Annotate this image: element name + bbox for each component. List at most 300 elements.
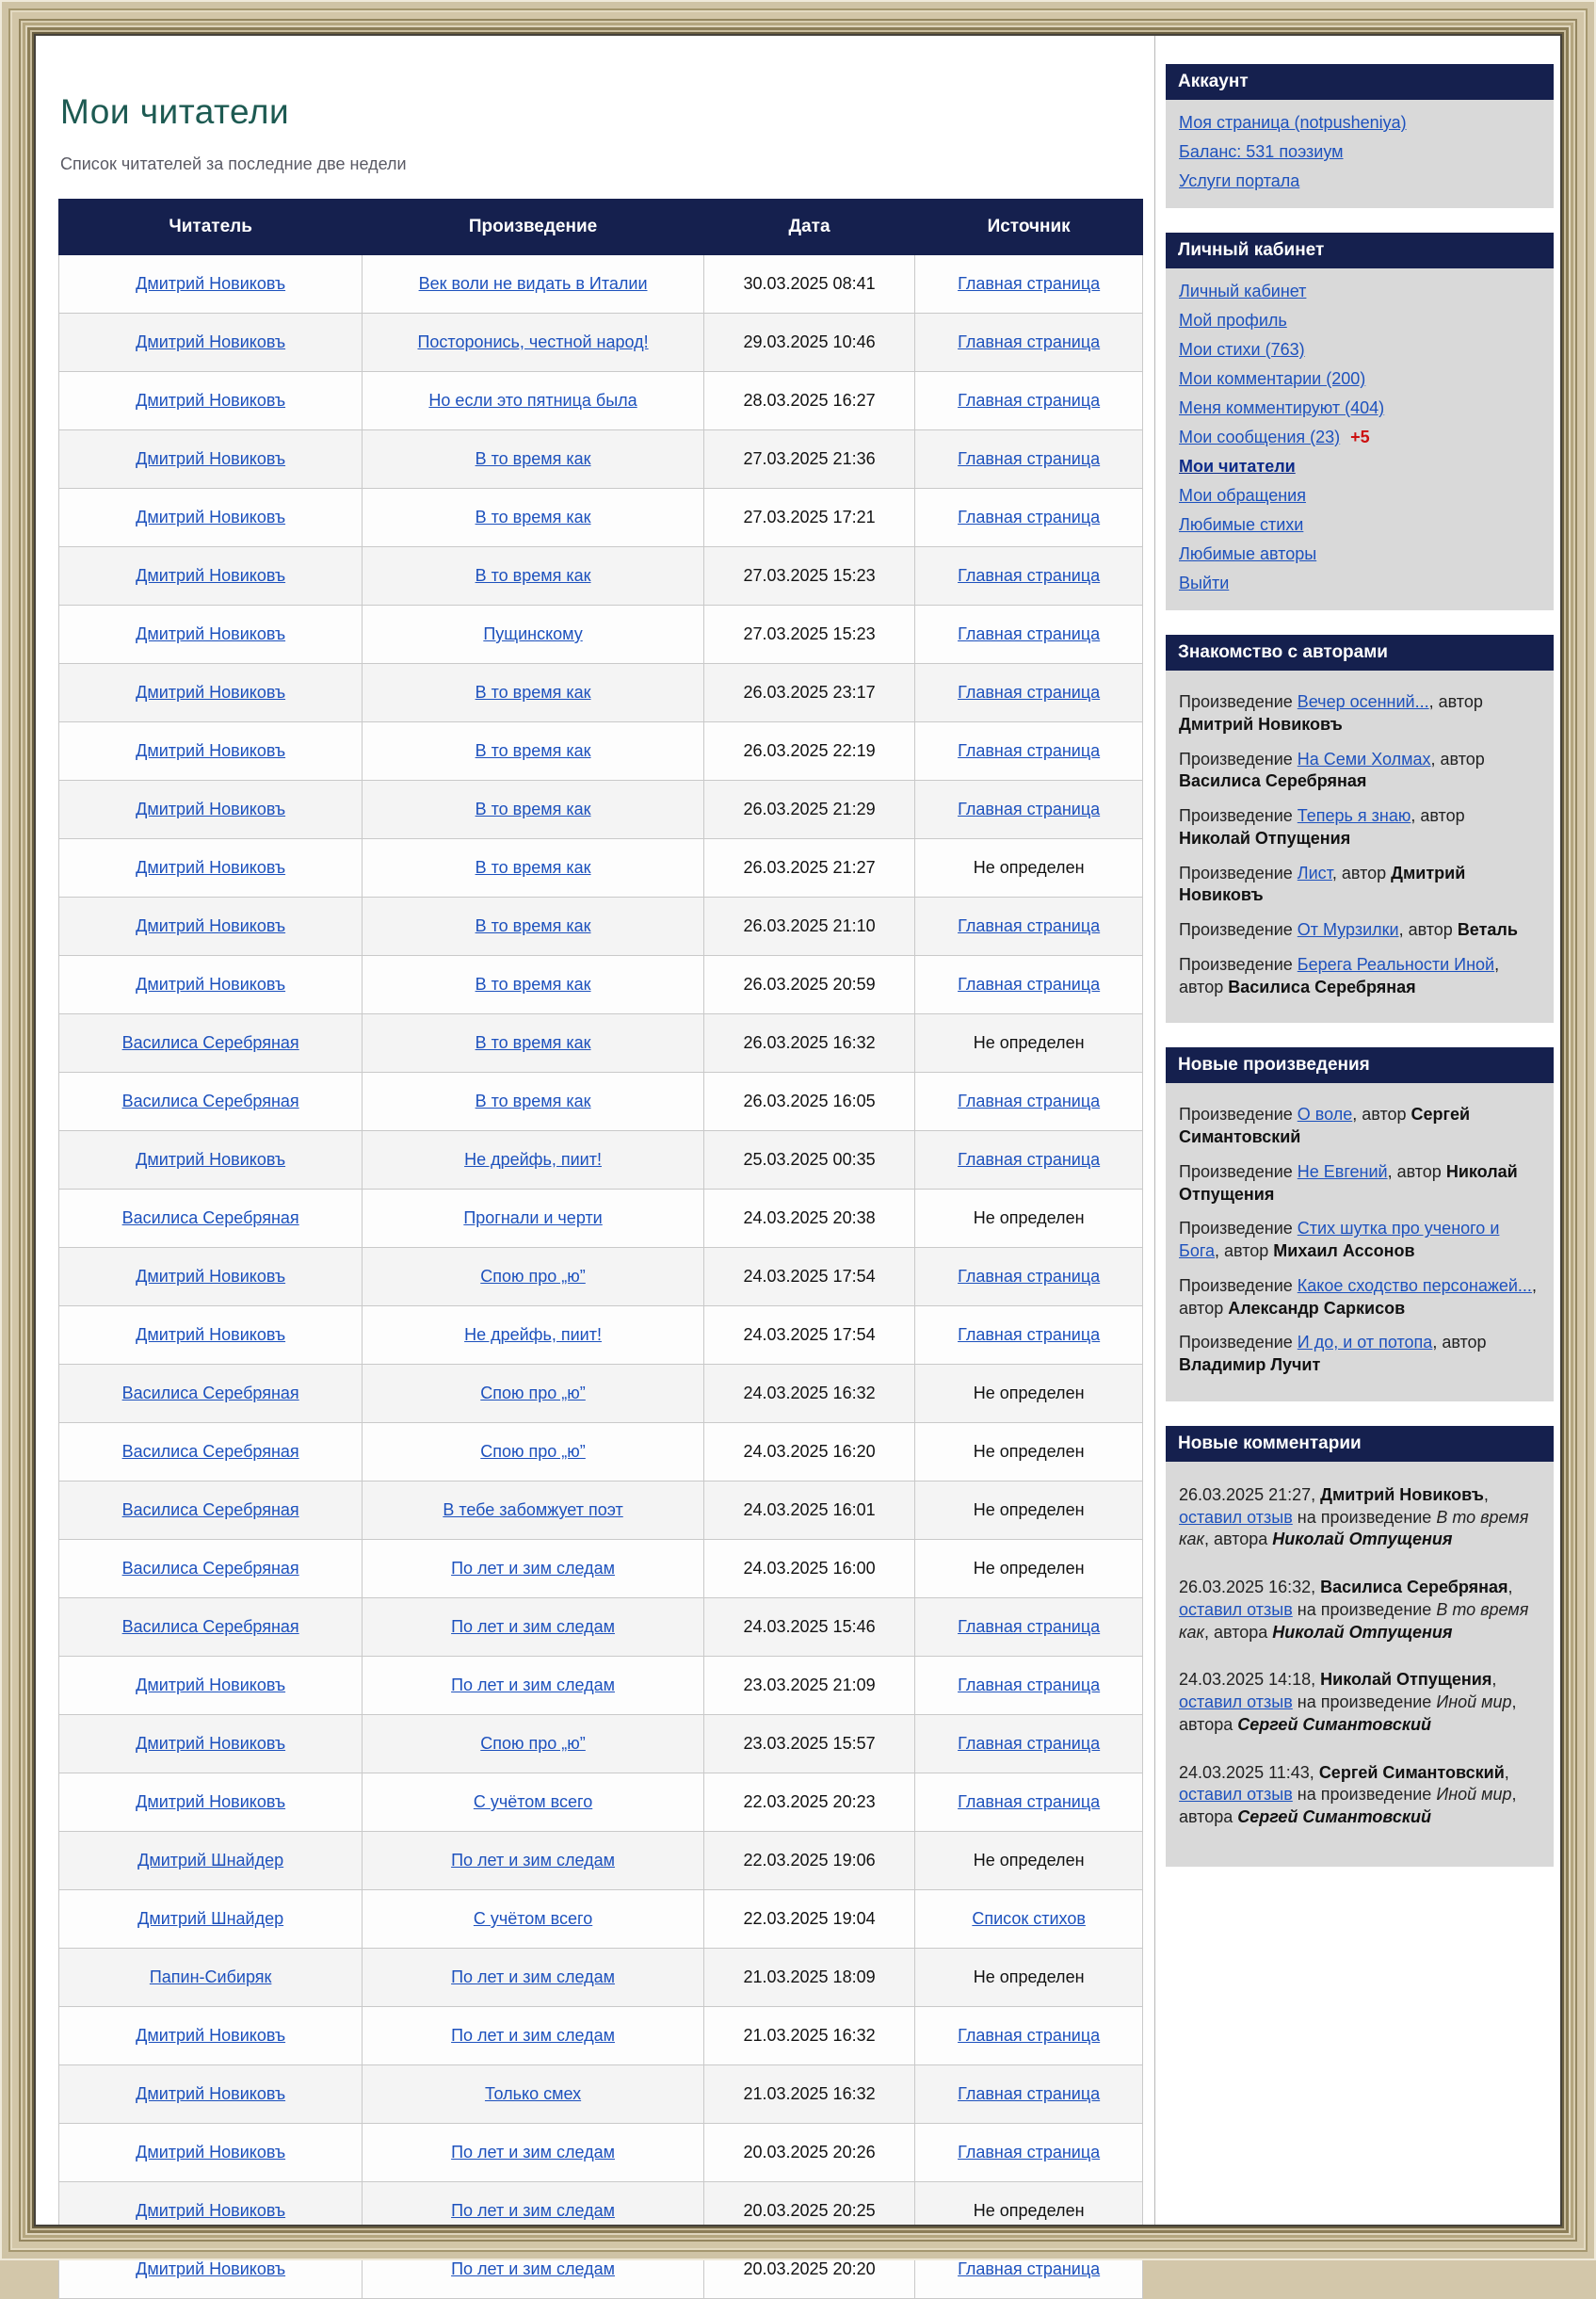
- date-cell: 22.03.2025 20:23: [703, 1773, 914, 1832]
- comment-item: 26.03.2025 21:27, Дмитрий Новиковъ, оставил отзыв на произведение В то время как, автора Николай Отпущения: [1179, 1484, 1529, 1549]
- work-link[interactable]: Пущинскому: [483, 624, 583, 643]
- reader-link[interactable]: Дмитрий Шнайдер: [137, 1909, 284, 1928]
- reader-cell: [59, 547, 363, 606]
- cabinet-item: [1179, 364, 1540, 394]
- work-title-link[interactable]: Вечер осенний...: [1297, 692, 1429, 711]
- cabinet-link[interactable]: Мой профиль: [1179, 311, 1287, 330]
- date-cell: 24.03.2025 16:20: [703, 1423, 914, 1481]
- date-cell: 26.03.2025 16:05: [703, 1073, 914, 1131]
- reader-link[interactable]: Дмитрий Новиковъ: [136, 2084, 286, 2103]
- source-link[interactable]: Главная страница: [958, 566, 1101, 585]
- work-link[interactable]: Не дрейфь, пиит!: [464, 1325, 602, 1344]
- table-row: [59, 2241, 1143, 2299]
- table-row: [59, 839, 1143, 898]
- comment-work: Иной мир: [1436, 1692, 1512, 1711]
- source-link[interactable]: Главная страница: [958, 1676, 1101, 1694]
- cabinet-item: [1179, 510, 1540, 540]
- cabinet-link[interactable]: Мои обращения: [1179, 486, 1306, 505]
- table-row: [59, 664, 1143, 722]
- work-link[interactable]: В то время как: [475, 566, 591, 585]
- work-cell: [363, 430, 704, 489]
- source-cell: [915, 2007, 1143, 2065]
- col-header-date: Дата: [703, 200, 914, 255]
- source-link[interactable]: Главная страница: [958, 1092, 1101, 1110]
- table-row: [59, 430, 1143, 489]
- new-messages-badge: +5: [1346, 428, 1370, 446]
- work-link[interactable]: Спою про „ю”: [480, 1384, 586, 1402]
- comment-review-link[interactable]: оставил отзыв: [1179, 1507, 1293, 1527]
- work-link[interactable]: В то время как: [475, 975, 591, 994]
- work-cell: [363, 1715, 704, 1773]
- comment-reader: Сергей Симантовский: [1318, 1762, 1505, 1782]
- comment-work: Иной мир: [1436, 1785, 1512, 1805]
- reader-link[interactable]: Дмитрий Новиковъ: [136, 975, 286, 994]
- date-cell: 27.03.2025 15:23: [703, 606, 914, 664]
- work-link[interactable]: Посторонись, честной народ!: [417, 332, 649, 351]
- source-link[interactable]: Главная страница: [958, 2143, 1101, 2161]
- reader-link[interactable]: Дмитрий Новиковъ: [136, 800, 286, 818]
- comment-review-link[interactable]: оставил отзыв: [1179, 1599, 1293, 1619]
- cabinet-link[interactable]: Мои стихи (763): [1179, 340, 1305, 359]
- work-cell: [363, 2182, 704, 2241]
- source-cell: [915, 1190, 1143, 1248]
- work-title-link[interactable]: О воле: [1297, 1105, 1353, 1125]
- reader-cell: [59, 1540, 363, 1598]
- comment-author-name: Сергей Симантовский: [1237, 1807, 1431, 1826]
- date-cell: 27.03.2025 15:23: [703, 547, 914, 606]
- source-link[interactable]: Главная страница: [958, 916, 1101, 935]
- work-link[interactable]: В то время как: [475, 508, 591, 526]
- reader-link[interactable]: Дмитрий Новиковъ: [136, 741, 286, 760]
- reader-link[interactable]: Дмитрий Новиковъ: [136, 624, 286, 643]
- reader-cell: [59, 2124, 363, 2182]
- source-cell: [915, 1306, 1143, 1365]
- table-row: [59, 547, 1143, 606]
- table-row: [59, 255, 1143, 314]
- reader-link[interactable]: Дмитрий Новиковъ: [136, 2026, 286, 2045]
- source-cell: [915, 314, 1143, 372]
- work-link[interactable]: С учётом всего: [473, 1792, 593, 1811]
- source-cell: [915, 430, 1143, 489]
- work-author: Владимир Лучит: [1179, 1355, 1321, 1374]
- reader-cell: [59, 314, 363, 372]
- comment-review-link[interactable]: оставил отзыв: [1179, 1692, 1293, 1711]
- source-link[interactable]: Главная страница: [958, 1325, 1101, 1344]
- cabinet-link[interactable]: Любимые авторы: [1179, 544, 1317, 563]
- cabinet-link[interactable]: Мои сообщения (23): [1179, 428, 1341, 446]
- table-row: [59, 314, 1143, 372]
- work-cell: [363, 839, 704, 898]
- work-link[interactable]: По лет и зим следам: [451, 2026, 615, 2045]
- panel-new-comments-body: [1166, 1462, 1554, 1867]
- work-link[interactable]: В то время как: [475, 1092, 591, 1110]
- reader-cell: [59, 489, 363, 547]
- source-link[interactable]: Главная страница: [958, 975, 1101, 994]
- reader-cell: [59, 1598, 363, 1657]
- reader-link[interactable]: Дмитрий Новиковъ: [136, 2143, 286, 2161]
- account-link[interactable]: Баланс: 531 поэзиум: [1179, 142, 1344, 161]
- source-link[interactable]: Главная страница: [958, 391, 1101, 410]
- table-row: [59, 1248, 1143, 1306]
- reader-link[interactable]: Василиса Серебряная: [121, 1384, 299, 1402]
- work-link[interactable]: Спою про „ю”: [480, 1267, 586, 1286]
- table-row: [59, 2007, 1143, 2065]
- cabinet-item: [1179, 569, 1540, 598]
- reader-link[interactable]: Дмитрий Новиковъ: [136, 449, 286, 468]
- source-text: Не определен: [973, 1033, 1085, 1052]
- source-link[interactable]: Главная страница: [958, 274, 1101, 293]
- reader-link[interactable]: Дмитрий Новиковъ: [136, 391, 286, 410]
- work-cell: [363, 1190, 704, 1248]
- work-cell: [363, 1131, 704, 1190]
- reader-link[interactable]: Дмитрий Новиковъ: [136, 1676, 286, 1694]
- panel-authors-title: Знакомство с авторами: [1166, 635, 1554, 671]
- cabinet-link[interactable]: Любимые стихи: [1179, 515, 1304, 534]
- work-link[interactable]: По лет и зим следам: [451, 1617, 615, 1636]
- table-row: [59, 1190, 1143, 1248]
- source-link[interactable]: Главная страница: [958, 449, 1101, 468]
- table-row: [59, 372, 1143, 430]
- source-link[interactable]: Главная страница: [958, 1792, 1101, 1811]
- work-cell: [363, 255, 704, 314]
- work-link[interactable]: В то время как: [475, 1033, 591, 1052]
- reader-cell: [59, 1365, 363, 1423]
- work-cell: [363, 372, 704, 430]
- work-title-link[interactable]: От Мурзилки: [1297, 920, 1399, 939]
- work-author: Михаил Ассонов: [1273, 1241, 1415, 1260]
- work-link[interactable]: В то время как: [475, 800, 591, 818]
- work-title-link[interactable]: Берега Реальности Иной: [1297, 954, 1495, 974]
- work-item: Произведение От Мурзилки, автор Веталь: [1179, 920, 1518, 939]
- work-link[interactable]: Не дрейфь, пиит!: [464, 1150, 602, 1169]
- reader-link[interactable]: Дмитрий Новиковъ: [136, 2201, 286, 2220]
- work-link[interactable]: Спою про „ю”: [480, 1442, 586, 1461]
- work-cell: [363, 1306, 704, 1365]
- date-cell: 24.03.2025 16:32: [703, 1365, 914, 1423]
- cabinet-item: [1179, 306, 1540, 335]
- date-cell: 20.03.2025 20:26: [703, 2124, 914, 2182]
- work-cell: [363, 1423, 704, 1481]
- cabinet-item: [1179, 452, 1540, 481]
- reader-link[interactable]: Василиса Серебряная: [121, 1208, 299, 1227]
- source-link[interactable]: Главная страница: [958, 1734, 1101, 1753]
- cabinet-link[interactable]: Меня комментируют (404): [1179, 398, 1385, 417]
- source-text: Не определен: [973, 858, 1085, 877]
- source-link[interactable]: Главная страница: [958, 2259, 1101, 2278]
- reader-link[interactable]: Василиса Серебряная: [121, 1033, 299, 1052]
- work-cell: [363, 956, 704, 1014]
- source-cell: [915, 1248, 1143, 1306]
- reader-link[interactable]: Дмитрий Новиковъ: [136, 683, 286, 702]
- work-cell: [363, 1540, 704, 1598]
- panel-new-works-title: Новые произведения: [1166, 1047, 1554, 1083]
- work-cell: [363, 722, 704, 781]
- work-cell: [363, 664, 704, 722]
- page-content: [36, 36, 1560, 2278]
- table-row: [59, 1949, 1143, 2007]
- table-row: [59, 1540, 1143, 1598]
- reader-link[interactable]: Дмитрий Новиковъ: [136, 1267, 286, 1286]
- reader-link[interactable]: Дмитрий Шнайдер: [137, 1851, 284, 1870]
- work-link[interactable]: По лет и зим следам: [451, 1559, 615, 1578]
- work-author: Василиса Серебряная: [1228, 977, 1416, 996]
- main-content: [58, 36, 1147, 2299]
- reader-link[interactable]: Василиса Серебряная: [121, 1500, 299, 1519]
- comment-work: В то время как: [1179, 1507, 1529, 1549]
- reader-link[interactable]: Василиса Серебряная: [121, 1559, 299, 1578]
- date-cell: 24.03.2025 17:54: [703, 1306, 914, 1365]
- reader-cell: [59, 839, 363, 898]
- comment-author-name: Сергей Симантовский: [1237, 1714, 1431, 1734]
- source-link[interactable]: Главная страница: [958, 800, 1101, 818]
- work-link[interactable]: С учётом всего: [473, 1909, 593, 1928]
- reader-cell: [59, 781, 363, 839]
- reader-link[interactable]: Дмитрий Новиковъ: [136, 508, 286, 526]
- reader-cell: [59, 372, 363, 430]
- work-cell: [363, 1832, 704, 1890]
- reader-link[interactable]: Дмитрий Новиковъ: [136, 274, 286, 293]
- source-link[interactable]: Главная страница: [958, 1150, 1101, 1169]
- sidebar: [1166, 64, 1554, 1891]
- source-link[interactable]: Главная страница: [958, 508, 1101, 526]
- col-header-work: Произведение: [363, 200, 704, 255]
- reader-link[interactable]: Василиса Серебряная: [121, 1442, 299, 1461]
- reader-link[interactable]: Дмитрий Новиковъ: [136, 1150, 286, 1169]
- table-row: [59, 956, 1143, 1014]
- source-link[interactable]: Главная страница: [958, 741, 1101, 760]
- work-link[interactable]: Только смех: [484, 2084, 582, 2103]
- panel-account-title: Аккаунт: [1166, 64, 1554, 100]
- source-cell: [915, 2241, 1143, 2299]
- work-author: Александр Саркисов: [1228, 1298, 1406, 1318]
- work-item: Произведение Берега Реальности Иной, автор Василиса Серебряная: [1179, 954, 1500, 996]
- work-title-link[interactable]: Не Евгений: [1297, 1161, 1388, 1181]
- work-link[interactable]: По лет и зим следам: [451, 2259, 615, 2278]
- work-item: Произведение Лист, автор Дмитрий Новиковъ: [1179, 863, 1466, 905]
- source-cell: [915, 255, 1143, 314]
- cabinet-link[interactable]: Выйти: [1179, 574, 1230, 592]
- reader-cell: [59, 1890, 363, 1949]
- cabinet-item: [1179, 540, 1540, 569]
- date-cell: 24.03.2025 16:01: [703, 1481, 914, 1540]
- panel-account-body: [1166, 100, 1554, 208]
- date-cell: 26.03.2025 16:32: [703, 1014, 914, 1073]
- date-cell: 26.03.2025 21:27: [703, 839, 914, 898]
- work-item: Произведение О воле, автор Сергей Симантовский: [1179, 1105, 1471, 1146]
- source-cell: [915, 2065, 1143, 2124]
- work-cell: [363, 898, 704, 956]
- account-link[interactable]: Моя страница (notpusheniya): [1179, 113, 1407, 132]
- source-cell: [915, 664, 1143, 722]
- cabinet-link[interactable]: Мои комментарии (200): [1179, 369, 1366, 388]
- work-author: Дмитрий Новиковъ: [1179, 714, 1343, 734]
- source-text: Не определен: [973, 1442, 1085, 1461]
- table-row: [59, 1598, 1143, 1657]
- source-cell: [915, 2182, 1143, 2241]
- work-item: Произведение Стих шутка про ученого и Бога, автор Михаил Ассонов: [1179, 1219, 1500, 1260]
- work-title-link[interactable]: И до, и от потопа: [1297, 1333, 1433, 1352]
- work-author: Николай Отпущения: [1179, 1161, 1518, 1204]
- table-row: [59, 1131, 1143, 1190]
- panel-new-comments: [1166, 1426, 1554, 1867]
- table-row: [59, 1715, 1143, 1773]
- work-cell: [363, 2007, 704, 2065]
- work-author: Сергей Симантовский: [1179, 1105, 1471, 1146]
- table-row: [59, 1423, 1143, 1481]
- date-cell: 24.03.2025 16:00: [703, 1540, 914, 1598]
- table-row: [59, 489, 1143, 547]
- comment-author: [1237, 1807, 1431, 1826]
- comment-author: [1237, 1715, 1431, 1734]
- table-row: [59, 1306, 1143, 1365]
- reader-link[interactable]: Дмитрий Новиковъ: [136, 1734, 286, 1753]
- work-link[interactable]: По лет и зим следам: [451, 2201, 615, 2220]
- source-text: Не определен: [973, 2201, 1085, 2220]
- date-cell: 21.03.2025 16:32: [703, 2065, 914, 2124]
- comment-author-name: Николай Отпущения: [1272, 1530, 1453, 1549]
- source-cell: [915, 1890, 1143, 1949]
- account-link[interactable]: Услуги портала: [1179, 171, 1300, 190]
- date-cell: 20.03.2025 20:25: [703, 2182, 914, 2241]
- source-cell: [915, 1481, 1143, 1540]
- source-link[interactable]: Главная страница: [958, 683, 1101, 702]
- source-link[interactable]: Главная страница: [958, 1617, 1101, 1636]
- reader-cell: [59, 2182, 363, 2241]
- reader-link[interactable]: Дмитрий Новиковъ: [136, 858, 286, 877]
- work-link[interactable]: По лет и зим следам: [451, 1676, 615, 1694]
- source-cell: [915, 839, 1143, 898]
- comment-review-link[interactable]: оставил отзыв: [1179, 1785, 1293, 1805]
- source-text: Не определен: [973, 1208, 1085, 1227]
- reader-link[interactable]: Дмитрий Новиковъ: [136, 1792, 286, 1811]
- work-link[interactable]: В то время как: [475, 683, 591, 702]
- date-cell: 21.03.2025 18:09: [703, 1949, 914, 2007]
- work-link[interactable]: Прогнали и черти: [463, 1208, 603, 1227]
- cabinet-link[interactable]: Мои читатели: [1179, 457, 1296, 476]
- work-item: Произведение Какое сходство персонажей..., автор Александр Саркисов: [1179, 1275, 1537, 1318]
- source-cell: [915, 1949, 1143, 2007]
- comment-reader: Николай Отпущения: [1320, 1670, 1492, 1690]
- reader-link[interactable]: Дмитрий Новиковъ: [136, 2259, 286, 2278]
- work-link[interactable]: Но если это пятница была: [428, 391, 637, 410]
- source-cell: [915, 2124, 1143, 2182]
- source-link[interactable]: Главная страница: [958, 2084, 1101, 2103]
- comment-reader: Василиса Серебряная: [1320, 1578, 1508, 1596]
- work-item: Произведение Не Евгений, автор Николай Отпущения: [1179, 1161, 1518, 1204]
- cabinet-item: [1179, 481, 1540, 510]
- reader-link[interactable]: Дмитрий Новиковъ: [136, 332, 286, 351]
- work-link[interactable]: По лет и зим следам: [451, 2143, 615, 2161]
- source-link[interactable]: Список стихов: [972, 1909, 1086, 1928]
- source-cell: [915, 1657, 1143, 1715]
- work-link[interactable]: Век воли не видать в Италии: [418, 274, 648, 293]
- work-author: Веталь: [1457, 920, 1518, 939]
- reader-link[interactable]: Папин-Сибиряк: [149, 1967, 272, 1986]
- reader-cell: [59, 2007, 363, 2065]
- content-divider: [1154, 36, 1155, 2225]
- reader-cell: [59, 1073, 363, 1131]
- table-row: [59, 1890, 1143, 1949]
- work-link[interactable]: Спою про „ю”: [480, 1734, 586, 1753]
- source-link[interactable]: Главная страница: [958, 624, 1101, 643]
- cabinet-item: [1179, 394, 1540, 423]
- work-title-link[interactable]: Лист: [1297, 863, 1332, 882]
- reader-link[interactable]: Василиса Серебряная: [121, 1092, 299, 1110]
- work-title-link[interactable]: Какое сходство персонажей...: [1297, 1275, 1532, 1295]
- work-cell: [363, 489, 704, 547]
- table-header-row: [59, 200, 1143, 255]
- date-cell: 26.03.2025 23:17: [703, 664, 914, 722]
- work-link[interactable]: В то время как: [475, 449, 591, 468]
- cabinet-item: [1179, 335, 1540, 364]
- reader-cell: [59, 1423, 363, 1481]
- work-item: Произведение И до, и от потопа, автор Владимир Лучит: [1179, 1333, 1487, 1374]
- reader-cell: [59, 1773, 363, 1832]
- comment-author: [1272, 1530, 1452, 1548]
- work-cell: [363, 1248, 704, 1306]
- reader-cell: [59, 2065, 363, 2124]
- table-row: [59, 1365, 1143, 1423]
- work-author: Василиса Серебряная: [1179, 771, 1367, 791]
- reader-cell: [59, 1190, 363, 1248]
- reader-link[interactable]: Дмитрий Новиковъ: [136, 566, 286, 585]
- source-link[interactable]: Главная страница: [958, 1267, 1101, 1286]
- cabinet-link[interactable]: Личный кабинет: [1179, 282, 1307, 300]
- work-link[interactable]: По лет и зим следам: [451, 1967, 615, 1986]
- date-cell: 21.03.2025 16:32: [703, 2007, 914, 2065]
- cabinet-item: [1179, 423, 1540, 452]
- work-link[interactable]: По лет и зим следам: [451, 1851, 615, 1870]
- reader-cell: [59, 1014, 363, 1073]
- date-cell: 26.03.2025 20:59: [703, 956, 914, 1014]
- work-cell: [363, 1773, 704, 1832]
- date-cell: 30.03.2025 08:41: [703, 255, 914, 314]
- readers-table: [58, 199, 1143, 2299]
- work-cell: [363, 606, 704, 664]
- work-cell: [363, 2124, 704, 2182]
- work-cell: [363, 1890, 704, 1949]
- reader-cell: [59, 722, 363, 781]
- source-cell: [915, 1715, 1143, 1773]
- work-link[interactable]: В то время как: [475, 741, 591, 760]
- reader-link[interactable]: Дмитрий Новиковъ: [136, 916, 286, 935]
- source-text: Не определен: [973, 1384, 1085, 1402]
- reader-link[interactable]: Василиса Серебряная: [121, 1617, 299, 1636]
- source-link[interactable]: Главная страница: [958, 2026, 1101, 2045]
- work-cell: [363, 1949, 704, 2007]
- work-link[interactable]: В тебе забомжует поэт: [443, 1500, 623, 1519]
- reader-cell: [59, 606, 363, 664]
- work-cell: [363, 1014, 704, 1073]
- reader-link[interactable]: Дмитрий Новиковъ: [136, 1325, 286, 1344]
- work-title-link[interactable]: На Семи Холмах: [1297, 749, 1431, 769]
- date-cell: 23.03.2025 15:57: [703, 1715, 914, 1773]
- source-link[interactable]: Главная страница: [958, 332, 1101, 351]
- work-link[interactable]: В то время как: [475, 858, 591, 877]
- work-author: Николай Отпущения: [1179, 828, 1351, 848]
- work-title-link[interactable]: Стих шутка про ученого и Бога: [1179, 1219, 1500, 1260]
- col-header-source: Источник: [915, 200, 1143, 255]
- date-cell: 28.03.2025 16:27: [703, 372, 914, 430]
- work-cell: [363, 2241, 704, 2299]
- work-link[interactable]: В то время как: [475, 916, 591, 935]
- work-cell: [363, 2065, 704, 2124]
- work-title-link[interactable]: Теперь я знаю: [1297, 806, 1411, 825]
- source-text: Не определен: [973, 1967, 1085, 1986]
- source-cell: [915, 1073, 1143, 1131]
- work-cell: [363, 314, 704, 372]
- date-cell: 27.03.2025 21:36: [703, 430, 914, 489]
